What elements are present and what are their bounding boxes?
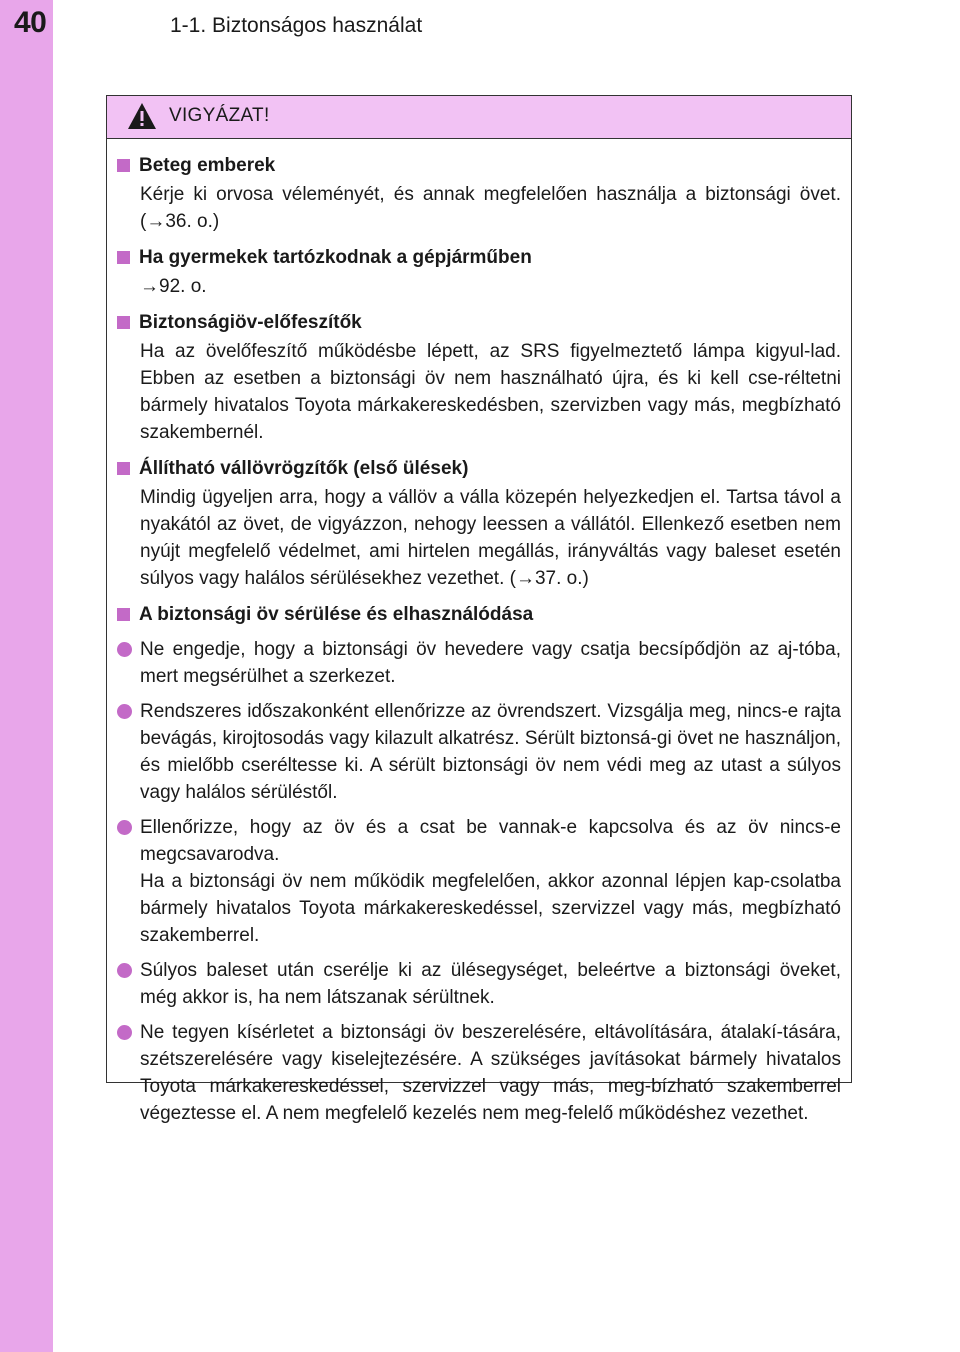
warning-item: [117, 308, 841, 446]
list-item: [117, 1019, 841, 1127]
circle-bullet-icon: [117, 642, 132, 657]
item-heading-text: A biztonsági öv sérülése és elhasználódása: [139, 604, 534, 625]
warning-item: [117, 243, 841, 300]
item-heading: [117, 243, 841, 273]
item-text: →92. o.: [140, 276, 207, 297]
circle-bullet-icon: [117, 820, 132, 835]
warning-content: [107, 139, 851, 1127]
item-heading: [117, 600, 841, 630]
section-title: 1-1. Biztonságos használat: [170, 14, 423, 37]
square-bullet-icon: [117, 608, 130, 621]
item-heading-text: Biztonságiöv-előfeszítők: [139, 312, 362, 333]
list-item: [117, 698, 841, 806]
list-item: [117, 814, 841, 949]
bullet-text-continuation: Ha a biztonsági öv nem működik megfelelően, akkor azonnal lépjen kap-csolatba bármely hivatalos Toyota márkakereskedéssel, szervizzel vagy más, megbízható szakemberrel.: [140, 871, 841, 946]
warning-item: [117, 454, 841, 592]
circle-bullet-icon: [117, 1025, 132, 1040]
warning-box: [106, 95, 852, 1124]
list-item: [117, 636, 841, 690]
side-color-strip: [0, 0, 53, 1352]
item-heading-text: Állítható vállövrögzítők (első ülések): [139, 458, 469, 479]
item-heading: [117, 454, 841, 484]
warning-header: [107, 96, 851, 139]
warning-item: [117, 151, 841, 235]
bullet-text: Ne engedje, hogy a biztonsági öv hevedere vagy csatja becsípődjön az aj-tóba, mert megsérülhet a szerkezet.: [140, 639, 841, 687]
bullet-text: Rendszeres időszakonként ellenőrizze az övrendszert. Vizsgálja meg, nincs-e rajta bevágás, kirojtosodás vagy kilazult alkatrész. Sérült biztonsá-gi övet ne használjon, és mielőbb cseréltesse ki. A sérült biztonsági öv nem védi meg az utast a súlyos vagy halálos sérüléstől.: [140, 701, 841, 803]
item-text: Mindig ügyeljen arra, hogy a vállöv a válla közepén helyezkedjen el. Tartsa távol a nyakától az övet, de vigyázzon, nehogy leessen a vállától. Ellenkező esetben nem nyújt megfelelő védelmet, ami hirtelen megállás, irányváltás vagy baleset esetén súlyos vagy halálos sérülésekhez vezethet. (→37. o.): [140, 487, 841, 589]
item-text: Ha az övelőfeszítő működésbe lépett, az SRS figyelmeztető lámpa kigyul-lad. Ebben az esetben a biztonsági öv nem használható újra, és ki kell cse-réltetni bármely hivatalos Toyota márkakereskedésben, szervizben vagy más, megbízható szakembernél.: [140, 341, 841, 443]
page-number: 40: [14, 6, 47, 39]
circle-bullet-icon: [117, 704, 132, 719]
bullet-text: Ne tegyen kísérletet a biztonsági öv beszerelésére, eltávolítására, átalakí-tására, szétszerelésére vagy kiselejtezésére. A szükséges javításokat bármely hivatalos Toyota márkakereskedéssel, szervizzel vagy más, meg-bízható szakemberrel végeztesse el. A nem megfelelő kezelés nem meg-felelő működéshez vezethet.: [140, 1022, 841, 1124]
warning-title: VIGYÁZAT!: [169, 105, 270, 126]
square-bullet-icon: [117, 159, 130, 172]
item-heading-text: Ha gyermekek tartózkodnak a gépjárműben: [139, 247, 532, 268]
item-heading: [117, 308, 841, 338]
list-item: [117, 957, 841, 1011]
square-bullet-icon: [117, 462, 130, 475]
square-bullet-icon: [117, 316, 130, 329]
warning-item: [117, 600, 841, 1127]
warning-triangle-icon: [127, 102, 157, 130]
item-heading-text: Beteg emberek: [139, 155, 276, 176]
item-text: Kérje ki orvosa véleményét, és annak megfelelően használja a biztonsági övet. (→36. o.): [140, 184, 841, 232]
circle-bullet-icon: [117, 963, 132, 978]
square-bullet-icon: [117, 251, 130, 264]
bullet-text: Súlyos baleset után cserélje ki az ülésegységet, beleértve a biztonsági öveket, még akkor is, ha nem látszanak sérültnek.: [140, 960, 841, 1008]
item-heading: [117, 151, 841, 181]
bullet-text: Ellenőrizze, hogy az öv és a csat be vannak-e kapcsolva és az öv nincs-e megcsavarodva.: [140, 817, 841, 865]
